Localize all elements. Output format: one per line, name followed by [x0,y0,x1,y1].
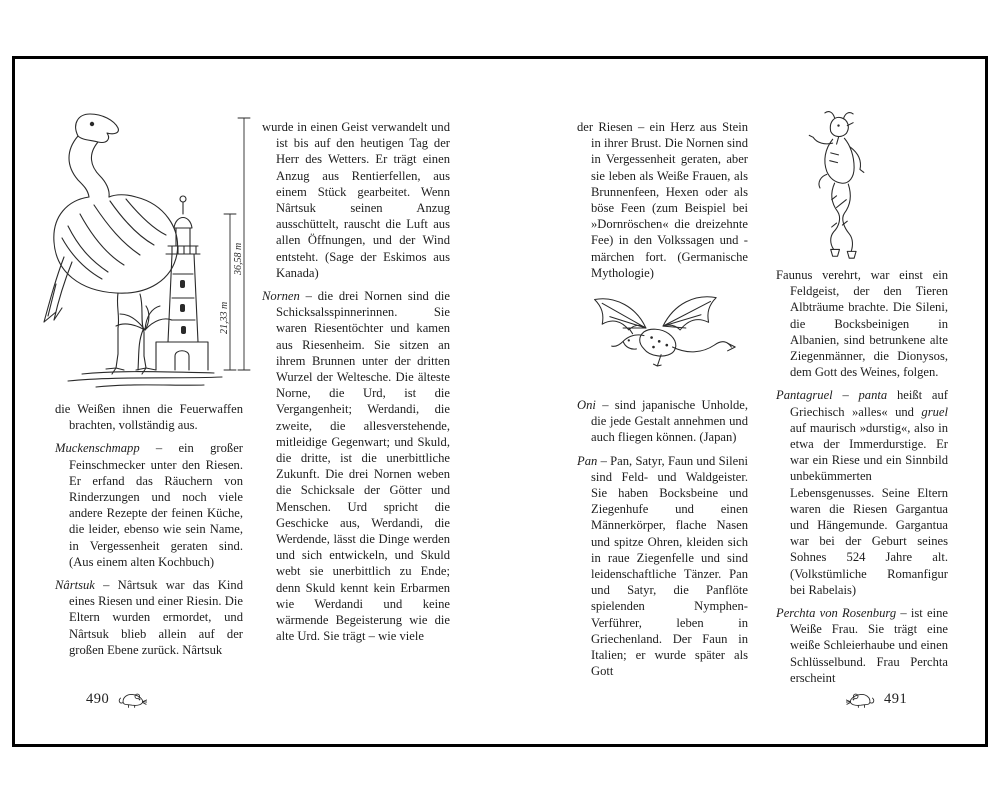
entry-headword: Pan [577,453,598,468]
paragraph-text: wurde in einen Geist verwandelt und ist bis auf den heutigen Tag der Herr des Wetters. Er trägt einen Anzug aus Rentierfellen, aus einem Stück gearbeitet. Wenn Nârtsuk seinen Anzug ausschüttelt, rauscht die Luft aus allen Öffnungen, und der Wind entsteht. (Sage der Eskimos aus Kanada) [262,120,450,280]
paragraph-continuation [262,119,450,281]
entry-nartsuk [55,577,243,658]
entry-italic-term: gruel [921,404,948,419]
entry-nornen [262,288,450,644]
bird-height-label: 36,58 m [233,242,244,275]
entry-perchta-von-rosenburg [776,605,948,686]
entry-text: – ein großer Feinschmecker unter den Riesen. Er erfand das Räuchern von Rinderzungen und noch viele andere Rezepte der feinen Küche, die leider, ebenso wie sein Name, in Vergessenheit geraten sind. (Aus einem alten Kochbuch) [69,441,243,569]
entry-pan [577,453,748,680]
entry-text: – die drei Nornen sind die Schicksalsspinnerinnen. Sie waren Riesentöchter und kamen aus Riesenheim. Sie sitzen an ihrem Brunnen unter der dritten Wurzel der Weltesche. Die älteste Norne, die Urd, ist die Vergangenheit; Werdandi, die zweite, die allesverstehende, mitleidige Gegenwart; und Skuld, die dritte, ist die unerbittliche Zukunft. Die drei Nornen weben die Schicksale der Götter und Menschen. Urd spricht die Geschicke aus, Werdandi, die Werdende, lässt die Dinge werden und sich entwickeln, und Skuld webt sie unerbittlich zu Ende; denn Skuld kennt kein Erbarmen wie Werdandi und keine wärmende Begeisterung wie die alte Urd. Sie trägt – wie viele [276,289,451,644]
entry-text: – Pan, Satyr, Faun und Sileni sind Feld- und Waldgeister. Sie haben Bocksbeine und Ziegenhufe und einen Männerkörper, flache Nasen und spitze Ohren, kleiden sich in raue Ziegenfelle und sind leidenschaftliche Tänzer. Pan und Satyr, die Panflöte spielenden Nymphen-Verführer, leben in Griechenland. Der Faun in Italien; er wurde später als Gott [591,453,748,679]
entry-headword: Pantagruel [776,388,833,403]
entry-headword: Muckenschmapp [55,441,140,456]
paragraph-continuation [55,401,243,433]
entry-text: – Nârtsuk war das Kind eines Riesen und einer Riesin. Die Eltern wurden ermordet, und Nârtsuk blieb allein auf der großen Ebene zurück. Nârtsuk [69,578,243,657]
mouse-icon [117,690,147,708]
entry-text: heißt auf Griechisch »alles« und [790,388,948,419]
page-490-column-2 [262,119,450,652]
entry-headword: Oni [577,398,596,413]
page-number-left: 490 [86,690,110,707]
entry-text: – ist eine Weiße Frau. Sie trägt eine weiße Schleierhaube und einen Schlüsselbund. Frau Perchta erscheint [790,606,948,685]
entry-headword: Perchta von Rosenburg [776,606,897,621]
paragraph-continuation [776,267,948,380]
entry-text: – sind japanische Unholde, die jede Gestalt annehmen und auch fliegen können. (Japan) [591,398,749,445]
entry-pantagruel [776,387,948,598]
entry-text: – [842,388,859,403]
entry-headword: Nornen [262,289,300,304]
measurement-lines [219,118,250,370]
page-footer-left [86,690,147,708]
dragon-illustration [587,288,739,388]
giant-bird-icon [44,114,178,374]
minaret-icon [156,196,208,370]
mouse-icon [846,690,876,708]
page-491-column-1 [577,119,748,686]
entry-text: auf maurisch »durstig«, also in etwa der Immerdurstige. Er war ein Riese und ein Sinnbild unbekümmerten Lebensgenusses. Seine Eltern waren die Riesen Gargantua und Hängemunde. Gargantua war bei der Geburt seines Sohnes 524 Jahre alt. (Volkstümliche Romanfigur bei Rabelais) [790,420,948,597]
giant-bird-minaret-illustration [26,102,256,394]
ground-hatching [68,372,222,387]
entry-italic-term: panta [858,388,888,403]
paragraph-text: der Riesen – ein Herz aus Stein in ihrer Brust. Die Nornen sind in Vergessenheit geraten, aber sie leben als Weiße Frauen, als Brunnenfeen, Hexen oder als böse Feen (zum Beispiel bei »Dornröschen« die dreizehnte Fee) in den Volkssagen und -märchen fort. (Germanische Mythologie) [577,120,748,280]
page-footer-right [846,690,907,708]
entry-headword: Nârtsuk [55,578,95,593]
dragon-figure [577,288,748,388]
entry-oni [577,397,748,446]
entry-muckenschmapp [55,440,243,570]
faun-illustration [797,110,881,266]
paragraph-text: die Weißen ihnen die Feuerwaffen brachten, vollständig aus. [55,402,243,433]
tower-height-label: 21,33 m [219,301,230,334]
paragraph-continuation [577,119,748,281]
page-number-right: 491 [884,690,908,707]
page-491-column-2 [776,267,948,693]
page-490-column-1 [55,401,243,665]
paragraph-text: Faunus verehrt, war einst ein Feldgeist, der den Tieren Albträume brachte. Die Sileni, die Bocksbeinigen in Albanien, sind betrunkene alte Ziegenmänner, die Dionysos, dem Gott des Weines, folgen. [776,268,948,380]
